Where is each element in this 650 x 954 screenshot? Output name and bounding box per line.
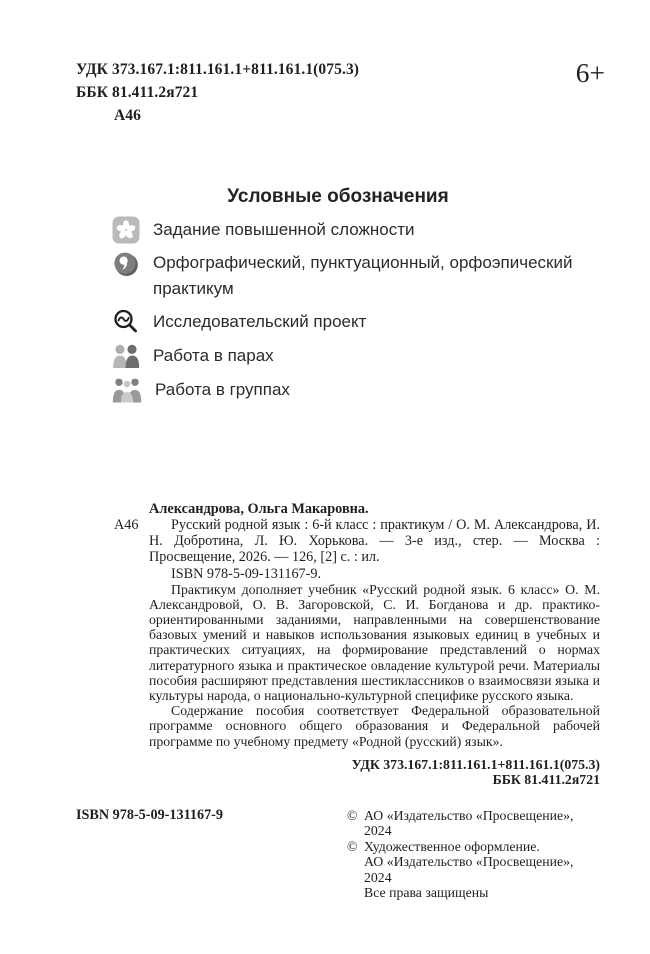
- udc-code: УДК 373.167.1:811.161.1+811.161.1(075.3): [76, 61, 360, 78]
- hard-task-icon: [112, 216, 140, 244]
- copyright-sign: [347, 885, 364, 900]
- author-sign-margin: А46: [114, 517, 139, 533]
- legend-item-label: Работа в группах: [155, 380, 290, 399]
- legend-item-label: Орфографический, пунктуационный, орфоэпический практикум: [153, 253, 573, 298]
- bbk-code-right: ББК 81.411.2я721: [492, 772, 600, 788]
- legend-item-pairs: [76, 342, 600, 370]
- author-sign: А46: [114, 107, 141, 124]
- legend-title: Условные обозначения: [227, 186, 449, 207]
- copyright-text: АО «Издательство «Просвещение», 2024: [364, 808, 574, 839]
- practicum-icon: [112, 250, 140, 278]
- bbk-code: ББК 81.411.2я721: [76, 84, 199, 101]
- copyright-sign: ©: [347, 808, 358, 823]
- legend-item-groups: [76, 376, 600, 404]
- copyright-line: [347, 885, 600, 900]
- udc-code-right: УДК 373.167.1:811.161.1+811.161.1(075.3): [351, 756, 600, 772]
- footer-isbn: ISBN 978-5-09-131167-9: [76, 807, 224, 823]
- legend-item-research: [76, 308, 600, 336]
- bibliographic-description: Русский родной язык : 6-й класс : практикум / О. М. Александрова, И. Н. Добротина, Л. Ю. Хорькова. — 3-е изд., стер. — Москва : Просвещение, 2026. — 126, [2] с. : ил.: [149, 517, 600, 566]
- copyright-sign: ©: [347, 838, 358, 854]
- imprint-section: [114, 501, 600, 788]
- annotation-paragraph: Содержание пособия соответствует Федеральной образовательной программе основного общего образования и Федеральной рабочей программе по учебному предмету «Родной (русский) язык».: [149, 703, 600, 749]
- pair-work-icon: [112, 342, 140, 370]
- research-project-icon: [112, 308, 140, 336]
- age-rating-mark: 6+: [575, 57, 605, 88]
- legend-item-label: Задание повышенной сложности: [153, 220, 415, 239]
- annotation-paragraph: Практикум дополняет учебник «Русский родной язык. 6 класс» О. М. Александровой, О. В. Загоровской, С. И. Богданова и др. практико-ориентированными заданиями, направленными на совершенствование базовых умений и навыков использования языковых единиц в учебных и практических ситуациях, на формирование представлений о нормах литературного языка и практическое овладение культурой речи. Материалы пособия расширяют представления шестиклассников о взаимосвязи языка и культуры народа, о национально-культурной специфике русского языка.: [149, 581, 600, 704]
- legend-item-practicum: [76, 250, 600, 302]
- copyright-line: [347, 808, 600, 839]
- copyright-text: АО «Издательство «Просвещение», 2024: [364, 854, 574, 885]
- copyright-block: [347, 808, 600, 900]
- header-codes: [76, 58, 359, 127]
- legend-item-label: Работа в парах: [153, 346, 274, 365]
- legend-section: [76, 186, 600, 410]
- copyright-line: [347, 839, 600, 854]
- copyright-sign: [347, 854, 364, 885]
- group-work-icon: [112, 376, 142, 404]
- legend-item-label: Исследовательский проект: [153, 312, 367, 331]
- copyright-text: Все права защищены: [364, 885, 489, 901]
- legend-item-hard-task: [76, 216, 600, 244]
- copyright-text: Художественное оформление.: [364, 838, 540, 854]
- copyright-line: [347, 854, 600, 885]
- author-heading: Александрова, Ольга Макаровна.: [149, 501, 369, 517]
- isbn-line: ISBN 978-5-09-131167-9.: [171, 565, 322, 582]
